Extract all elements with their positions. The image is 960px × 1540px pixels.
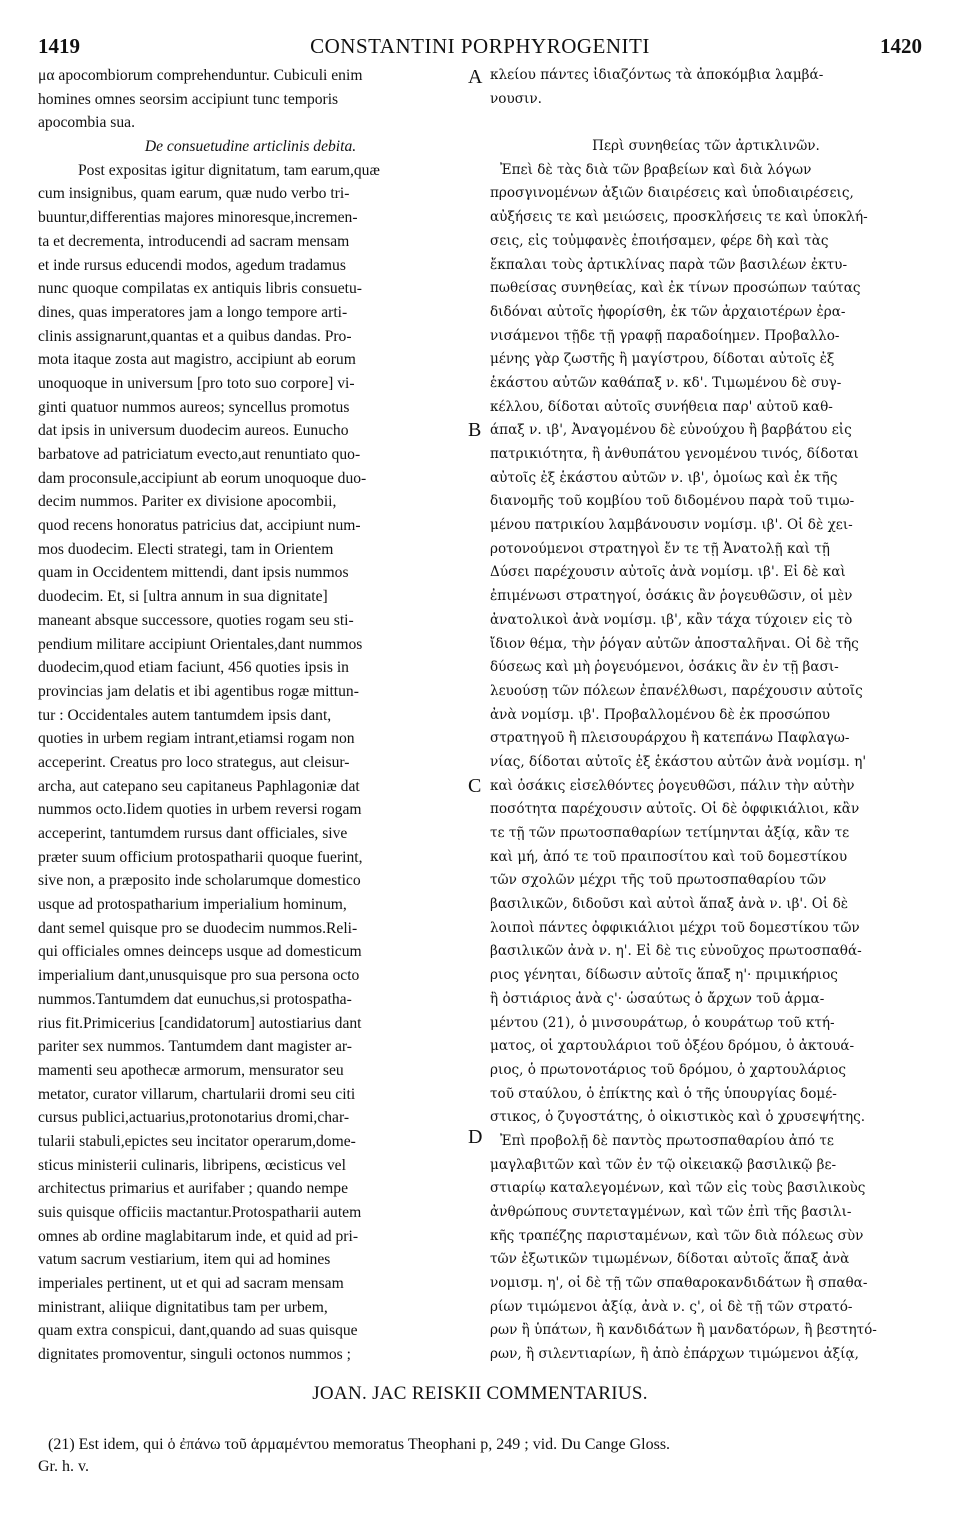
text-line: imperialium dant,unusquisque pro sua persona octo bbox=[38, 967, 360, 985]
text-line: provincias jam delatis et ibi agentibus rogæ mittun- bbox=[38, 682, 359, 700]
text-line: quod recens honoratus patricius dat, accipiunt num- bbox=[38, 517, 361, 535]
text-line: ἢ ὀστιάριος ἀνὰ ς'· ὡσαύτως ὁ ἄρχων τοῦ ἁρμα- bbox=[490, 990, 825, 1007]
text-line: decim nummos. Pariter ex divisione apocombii, bbox=[38, 493, 337, 511]
text-line: buuntur,differentias majores minoresque,incremen- bbox=[38, 209, 358, 227]
text-line bbox=[490, 111, 922, 135]
text-line: μα apocombiorum comprehenduntur. Cubiculi enim bbox=[38, 67, 363, 84]
text-line: dant semel quisque pro se duodecim nummos.Reli- bbox=[38, 919, 358, 937]
running-header bbox=[38, 34, 922, 62]
text-line: τῶν σχολῶν μέχρι τῆς τοῦ πρωτοσπαθαρίου τῶν bbox=[490, 872, 827, 889]
text-line: rius fit.Primicerius [candidatorum] autostiarius dant bbox=[38, 1014, 362, 1032]
text-line: λευούσῃ τῶν πόλεων ἐπανέλθωσι, παρέχουσιν αὐτοῖς bbox=[490, 682, 863, 699]
text-line: pariter sex nummos. Tantumdem dant magister ar- bbox=[38, 1038, 352, 1056]
text-line: duodecim. Et, si [ultra annum in sua dignitate] bbox=[38, 588, 328, 606]
text-line: usque ad protospatharium imperialium hominum, bbox=[38, 896, 347, 914]
text-line: nunc quoque compilatas ex antiquis libris consuetu- bbox=[38, 280, 362, 298]
text-line: ποσότητα παρέχουσιν αὐτοῖς. Οἱ δὲ ὀφφικιάλιοι, κἂν bbox=[490, 801, 860, 818]
text-line: ta et decrementa, introducendi ad sacram mensam bbox=[38, 232, 350, 250]
commentary-title: JOAN. JAC REISKII COMMENTARIUS. bbox=[312, 1383, 648, 1404]
text-line: dat ipsis in universum duodecim aureos. Eunucho bbox=[38, 422, 349, 440]
text-line: præter suum officium protospatharii quoque fuerint, bbox=[38, 848, 363, 866]
text-line: clinis assignarunt,quantas et a quibus dandas. Pro- bbox=[38, 327, 352, 345]
text-line: ματος, οἱ χαρτουλάριοι τοῦ ὀξέου δρόμου, ὁ ἀκτουά- bbox=[490, 1038, 855, 1055]
text-line: ἔκπαλαι τοὺς ἀρτικλίνας παρὰ τῶν βασιλέων ἐκτυ- bbox=[490, 256, 848, 273]
text-line: νίας, δίδοται αὐτοῖς ἐξ ἑκάστου αὐτῶν ἀνὰ νομίσμ. η' bbox=[490, 753, 867, 770]
text-line: ἀνὰ νομίσμ. ιβ'. Προβαλλομένου δὲ ἐκ προσώπου bbox=[490, 706, 831, 723]
text-line: barbatove ad patriciatum evecto,aut renuntiato quo- bbox=[38, 446, 361, 463]
text-line: νουσιν. bbox=[490, 90, 542, 107]
text-line: Post expositas igitur dignitatum, tam earum,quæ bbox=[78, 161, 380, 179]
text-line: quoties in urbem regiam intrant,etiamsi rogam non bbox=[38, 730, 355, 748]
text-line: σεις, εἰς τοὐμφανὲς ἐποιήσαμεν, φέρε δὴ καὶ τὰς bbox=[490, 232, 829, 249]
text-line: acceperint, tantumdem rursus dant officiales, sive bbox=[38, 825, 348, 842]
text-line: μένου πατρικίου λαμβάνουσιν νομίσμ. ιβ'. Οἱ δὲ χει- bbox=[490, 517, 853, 534]
text-line: acceperint. Creatus pro loco strategus, aut cleisur- bbox=[38, 753, 350, 771]
text-line: Δύσει παρέχουσιν αὐτοῖς ἀνὰ νομίσμ. ιβ'. Εἰ δὲ καὶ bbox=[490, 564, 846, 581]
text-line: βασιλικῶν, διδοῦσι καὶ αὐτοὶ ἅπαξ ἀνὰ ν. ιβ'. Οἱ δὲ bbox=[490, 896, 849, 913]
text-line: ministrant, aliique dignitatibus tam per urbem, bbox=[38, 1298, 328, 1316]
text-line: ἴδιον θέμα, τὴν ῥόγαν αὐτῶν ἀποσταλῆναι. Οἱ δὲ τῆς bbox=[490, 635, 859, 652]
text-line: cum insignibus, quam earum, quæ nudo verbo tri- bbox=[38, 185, 350, 203]
section-marker-b: B bbox=[468, 419, 482, 441]
text-line: pendium militare accipiunt Orientales,dant nummos bbox=[38, 635, 363, 653]
text-line: Ἐπεὶ δὲ τὰς διὰ τῶν βραβείων καὶ διὰ λόγων bbox=[500, 161, 812, 178]
text-line: τῶν ἐξωτικῶν τιμωμένων, δίδοται αὐτοῖς ἅπαξ ἀνὰ bbox=[490, 1251, 850, 1268]
text-line: νομισμ. η', οἱ δὲ τῇ τῶν σπαθαροκανδιδάτων ἢ σπαθα- bbox=[490, 1275, 868, 1292]
text-line: άπαξ ν. ιβ', Ἀναγομένου δὲ εὐνούχου ἢ βαρβάτου εἰς bbox=[490, 422, 852, 439]
text-line: sive non, a præposito inde scholarumque domestico bbox=[38, 872, 361, 890]
greek-column bbox=[490, 64, 922, 1367]
footnote-line: (21) Est idem, qui ὁ ἐπάνω τοῦ ἁρμαμέντου memoratus Theophani p, 249 ; vid. Du Cange Gloss. bbox=[48, 1436, 671, 1453]
text-line: metator, curator villarum, chartularii dromi seu citi bbox=[38, 1085, 356, 1103]
text-line: κέλλου, δίδοται αὐτοῖς συνήθεια παρ' αὐτοῦ καθ- bbox=[490, 398, 833, 415]
text-line: imperiales pertinent, ut et qui ad sacram mensam bbox=[38, 1275, 344, 1293]
text-line: qui officiales omnes deinceps usque ad domesticum bbox=[38, 943, 362, 961]
text-line: δύσεως καὶ μὴ ῥογευόμενοι, ὁσάκις ἂν ἐν τῇ βασι- bbox=[490, 659, 839, 676]
latin-column bbox=[38, 64, 463, 1367]
text-line: ρων, ἢ σιλεντιαρίων, ἢ ἀπὸ ἐπάρχων τιμώμενοι ἀξίᾳ, bbox=[490, 1346, 859, 1363]
text-line: ginti quatuor nummos aureos; syncellus promotus bbox=[38, 398, 350, 416]
text-line: στιαρίῳ καταλεγομένων, καὶ τῶν εἰς τοὺς βασιλικοὺς bbox=[490, 1180, 866, 1197]
text-line: ρων ἢ ὑπάτων, ἢ κανδιδάτων ἢ μανδατόρων, ἢ βεστητό- bbox=[490, 1322, 877, 1339]
text-line: et inde rursus educendi modos, agedum tradamus bbox=[38, 256, 346, 274]
text-line: duodecim,quod etiam faciunt, 456 quoties ipsis in bbox=[38, 659, 349, 677]
text-line: tularii stabuli,epictes seu incitator operarum,dome- bbox=[38, 1132, 356, 1150]
text-line: καὶ ὁσάκις εἰσελθόντες ῥογευθῶσι, πάλιν τὴν αὐτὴν bbox=[490, 777, 855, 794]
text-line: omnes ab ordine maglabitarum inde, et quid ad pri- bbox=[38, 1227, 359, 1245]
text-line: ἀνθρώπους συντεταγμένων, καὶ τῶν ἐπὶ τῆς βασιλι- bbox=[490, 1204, 852, 1220]
text-line: ἀνατολικοὶ ἀνὰ νομίσμ. ιβ', κἂν τάχα τύχοιεν εἰς τὸ bbox=[490, 611, 853, 628]
text-line: mos duodecim. Electi strategi, tam in Orientem bbox=[38, 540, 334, 558]
text-line: προσγινομένων ἀξιῶν διαιρέσεις καὶ ὑποδιαιρέσεις, bbox=[490, 185, 854, 202]
text-line: unoquoque in universum [pro toto suo corpore] vi- bbox=[38, 374, 355, 392]
text-line: μαγλαβιτῶν καὶ τῶν ἐν τῷ οἰκειακῷ βασιλικῷ βε- bbox=[490, 1156, 837, 1173]
text-line: Περὶ συνηθείας τῶν ἀρτικλινῶν. bbox=[592, 138, 820, 155]
text-line: στικος, ὁ ζυγοστάτης, ὁ οἰκιστικὸς καὶ ὁ χρυσεψήτης. bbox=[490, 1109, 866, 1126]
text-line: dam proconsule,accipiunt ab eorum unoquoque duo- bbox=[38, 469, 367, 487]
text-line: quam extra conspicui, dant,quando ad suas quisque bbox=[38, 1322, 358, 1340]
text-line: De consuetudine articlinis debita. bbox=[144, 138, 357, 156]
text-line: διδόναι αὐτοῖς ἠφορίσθη, ἐκ τῶν ἀρχαιοτέρων ἐρα- bbox=[490, 303, 846, 320]
running-title: CONSTANTINI PORPHYROGENITI bbox=[310, 34, 650, 58]
text-line: dines, quas imperatores jam a longo tempore arti- bbox=[38, 303, 348, 321]
page-number-left: 1419 bbox=[38, 34, 80, 58]
text-line: αὐξήσεις τε καὶ μειώσεις, προσκλήσεις τε καὶ ὑποκλή- bbox=[490, 209, 868, 226]
text-line: ἑκάστου αὐτῶν καθάπαξ ν. κδ'. Τιμωμένου δὲ συγ- bbox=[490, 374, 842, 391]
text-line: λοιποὶ πάντες ὀφφικιάλιοι μέχρι τοῦ δομεστίκου τῶν bbox=[490, 919, 860, 936]
text-line: nummos.Tantumdem dat eunuchus,si protospatha- bbox=[38, 990, 352, 1008]
text-line: ροτονούμενοι στρατηγοὶ ἔν τε τῇ Ἀνατολῇ καὶ τῇ bbox=[490, 540, 830, 557]
footnote-line: Gr. h. v. bbox=[38, 1458, 89, 1475]
text-line: mota itaque zosta aut magistro, accipiunt ab eorum bbox=[38, 351, 356, 369]
text-line: ριος, ὁ πρωτονοτάριος τοῦ δρόμου, ὁ χαρτουλάριος bbox=[490, 1061, 846, 1078]
text-line: κῆς τραπέζης παρισταμένων, καὶ τῶν διὰ πόλεως σὺν bbox=[490, 1227, 864, 1244]
text-line: dignitates promoventur, singuli octonos nummos ; bbox=[38, 1346, 351, 1364]
text-line: μέντου (21), ὁ μινσουράτωρ, ὁ κουράτωρ τοῦ κτή- bbox=[490, 1014, 835, 1031]
text-line: πατρικιότητα, ἢ ἀνθυπάτου γενομένου τινός, δίδοται bbox=[490, 446, 859, 462]
text-line: apocombia sua. bbox=[38, 114, 135, 132]
footnote bbox=[38, 1434, 922, 1478]
text-line: maneant absque successore, quoties rogam seu sti- bbox=[38, 611, 354, 629]
text-line: nummos octo.Iidem quoties in urbem reversi rogam bbox=[38, 801, 362, 819]
text-line: suis quisque officiis mactantur.Protospatharii autem bbox=[38, 1204, 362, 1221]
text-line: μένης γὰρ ζωστῆς ἢ μαγίστρου, δίδοται αὐτοῖς ἐξ bbox=[490, 351, 835, 368]
text-line: κλείου πάντες ἰδιαζόντως τὰ ἀποκόμβια λαμβά- bbox=[490, 67, 824, 83]
text-line: vatum sacrum vestiarium, item qui ad homines bbox=[38, 1251, 331, 1269]
text-line: ριος γένηται, δίδωσιν αὐτοῖς ἅπαξ η'· πριμικήριος bbox=[490, 967, 838, 984]
section-marker-c: C bbox=[468, 775, 482, 797]
section-marker-a: A bbox=[468, 66, 483, 88]
text-line: τοῦ σταύλου, ὁ ἐπίκτης καὶ ὁ τῆς ὑπουργίας δομέ- bbox=[490, 1085, 837, 1102]
text-line: archa, aut catepano seu capitaneus Paphlagoniæ dat bbox=[38, 777, 360, 795]
text-line: quam in Occidentem mittendi, dant ipsis nummos bbox=[38, 564, 349, 582]
text-line: mamenti seu apothecæ armorum, mensurator seu bbox=[38, 1061, 344, 1079]
text-line: καὶ μή, ἀπό τε τοῦ πραιποσίτου καὶ τοῦ δομεστίκου bbox=[490, 848, 848, 865]
text-line: Ἐπὶ προβολῇ δὲ παντὸς πρωτοσπαθαρίου ἀπό τε bbox=[500, 1132, 834, 1149]
page-number-right: 1420 bbox=[880, 34, 922, 58]
text-line: architectus primarius et aurifaber ; quando nempe bbox=[38, 1180, 349, 1198]
text-line: τε τῇ τῶν πρωτοσπαθαρίων τετίμηνται ἀξίᾳ, κἂν τε bbox=[490, 825, 850, 841]
text-line: αὐτοῖς ἐξ ἑκάστου αὐτῶν ν. ιβ', ὁμοίως καὶ ἐκ τῆς bbox=[490, 469, 838, 486]
text-line: πωθείσας συνηθείας, καὶ ἐκ τίνων προσώπων ταύτας bbox=[490, 280, 861, 297]
text-line: στρατηγοῦ ἢ πλεισουράρχου ἢ κατεπάνω Παφλαγω- bbox=[490, 730, 850, 747]
section-marker-d: D bbox=[468, 1126, 483, 1148]
text-line: ἐπιμένωσι στρατηγοί, ὁσάκις ἂν ῥογευθῶσιν, οἱ μὲν bbox=[490, 588, 853, 605]
text-line: νισάμενοι τῇδε τῇ γραφῇ παραδοίημεν. Προβαλλο- bbox=[490, 327, 840, 344]
text-line: ρίων τιμώμενοι ἀξίᾳ, ἀνὰ ν. ς', οἱ δὲ τῇ τῶν στρατό- bbox=[490, 1298, 853, 1315]
text-line: βασιλικῶν ἀνὰ ν. η'. Εἰ δὲ τις εὐνοῦχος πρωτοσπαθά- bbox=[490, 943, 862, 960]
text-line: cursus publici,actuarius,protonotarius dromi,char- bbox=[38, 1109, 350, 1127]
text-line: homines omnes seorsim accipiunt tunc temporis bbox=[38, 90, 339, 108]
text-line: tur : Occidentales autem tantumdem ipsis dant, bbox=[38, 706, 332, 724]
text-line: sticus ministerii culinaris, libripens, œcisticus vel bbox=[38, 1156, 346, 1174]
text-line: διανομῆς τοῦ κομβίου τοῦ διδομένου παρὰ τοῦ τιμω- bbox=[490, 493, 855, 510]
